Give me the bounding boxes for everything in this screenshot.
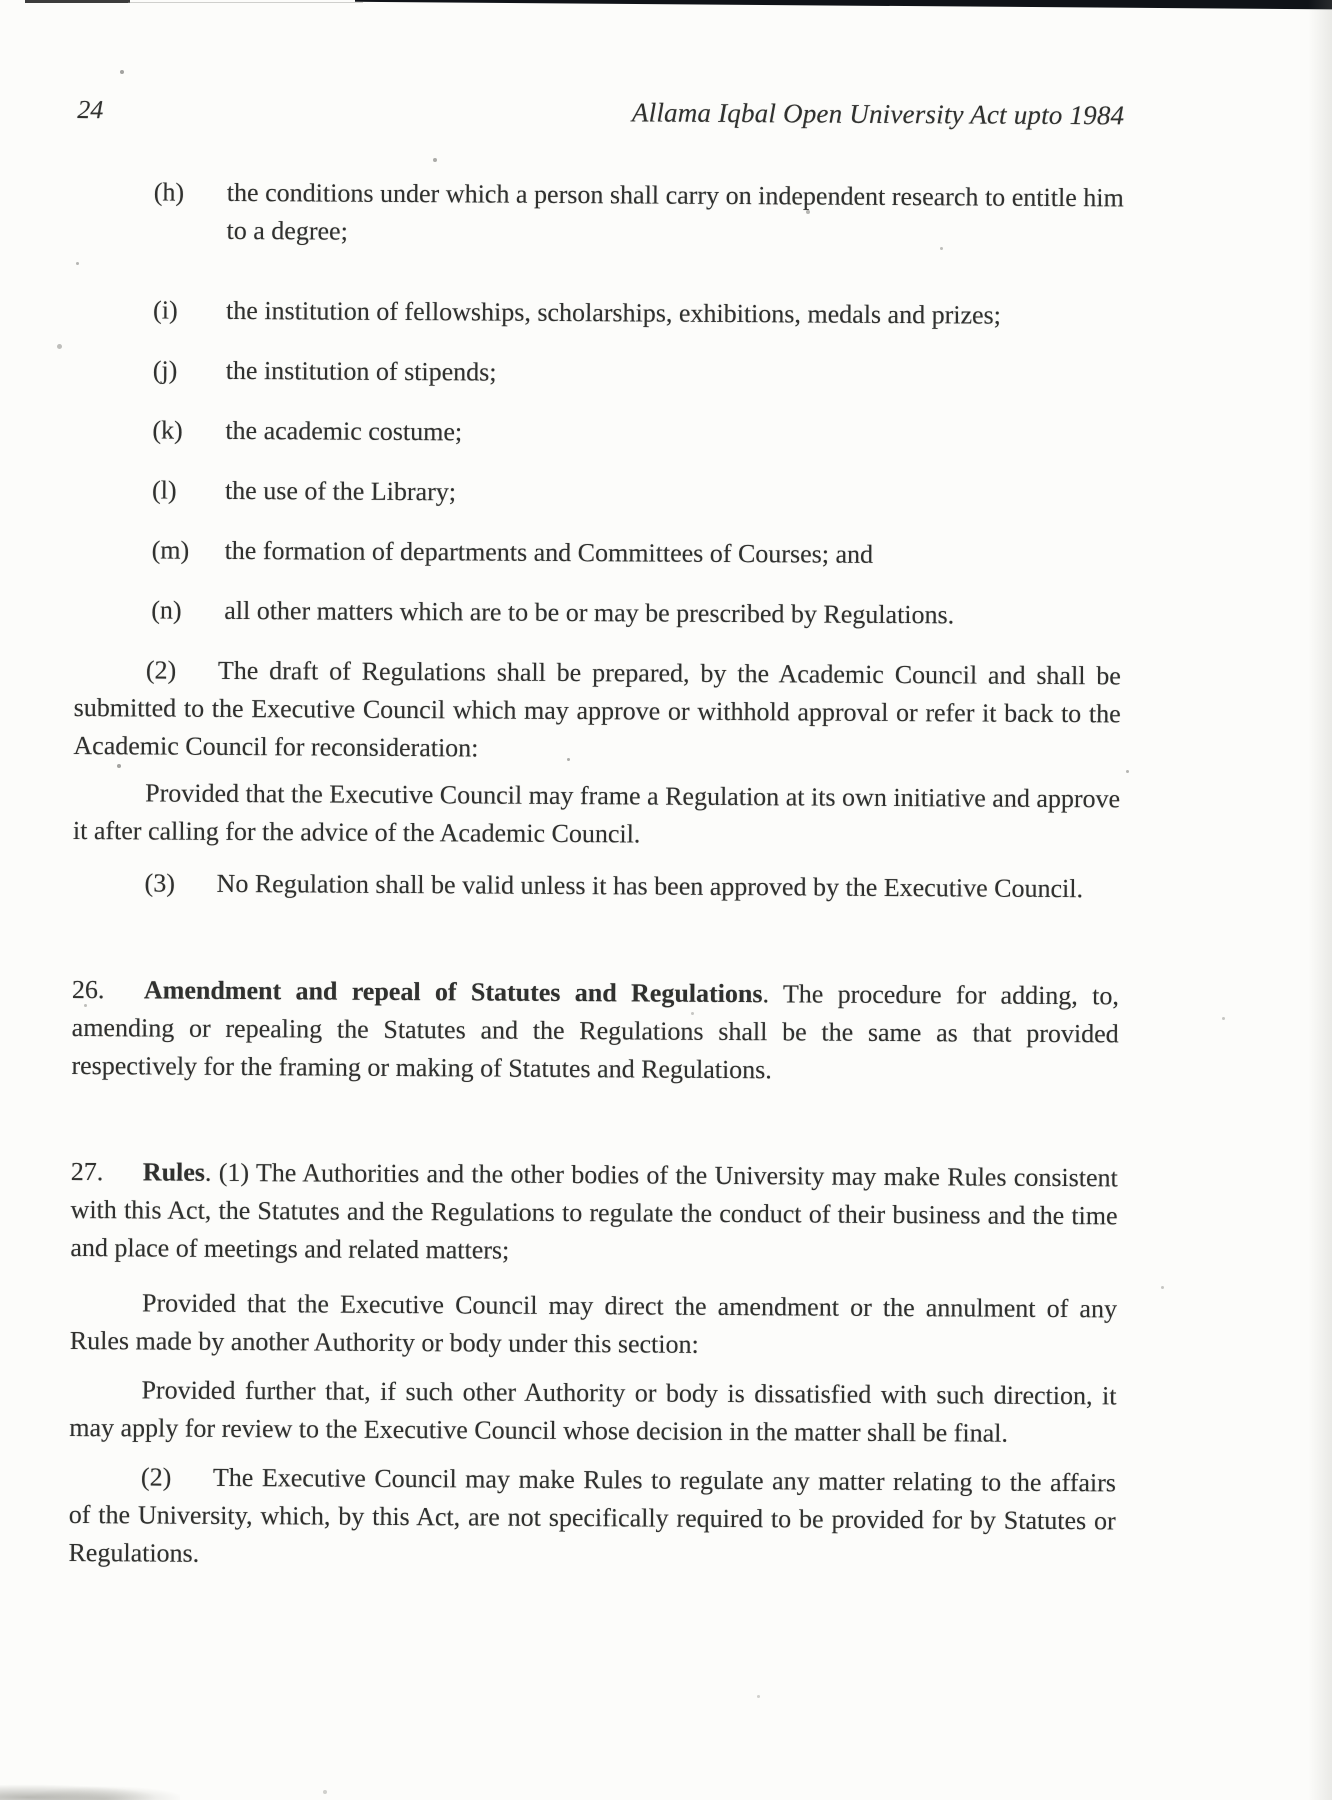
scan-speck	[1222, 1017, 1225, 1020]
section-26	[71, 971, 1119, 1091]
section-heading: Amendment and repeal of Statutes and Regulations	[143, 975, 763, 1009]
clause-l	[75, 471, 1122, 515]
clause-label: (k)	[152, 415, 183, 445]
clause-label: (n)	[151, 595, 182, 625]
clause-text: the conditions under which a person shall carry on independent research to entitle him to a degree;	[226, 177, 1124, 246]
proviso-rules-amendment	[70, 1284, 1117, 1366]
clause-label: (j)	[152, 355, 178, 385]
section-number: 27.	[70, 1156, 104, 1187]
clause-j	[76, 351, 1123, 395]
clause-text: all other matters which are to be or may be prescribed by Regulations.	[224, 595, 955, 630]
clause-text: the institution of stipends;	[225, 355, 497, 387]
scan-speck	[1126, 770, 1129, 773]
scan-speck	[323, 1790, 327, 1794]
clause-k	[75, 411, 1122, 455]
clause-text: the use of the Library;	[224, 475, 457, 507]
scan-speck	[1161, 1286, 1164, 1289]
clause-text: the academic costume;	[225, 415, 463, 447]
clause-label: (m)	[151, 535, 190, 565]
clause-i	[76, 291, 1123, 335]
clause-list	[74, 173, 1124, 635]
clause-label: (i)	[153, 295, 178, 325]
section-heading: Rules	[142, 1157, 206, 1187]
scan-speck	[57, 344, 62, 349]
section-27	[70, 1153, 1118, 1273]
scan-speck	[757, 1695, 760, 1698]
section-text: . (1) The Authorities and the other bodies of the University may make Rules consistent with this Act, the Statutes and the Regulations to regulate the conduct of their business and the time and place of meetings and related matters;	[70, 1157, 1118, 1265]
section-number: 26.	[71, 974, 105, 1005]
page-number: 24	[77, 94, 104, 125]
scan-bottom-left-smudge	[0, 1782, 180, 1800]
paragraph-text: Provided that the Executive Council may frame a Regulation at its own initiative and approve it after calling for the advice of the Academic Council.	[72, 778, 1121, 849]
proviso-regulation-initiative	[73, 774, 1120, 856]
paragraph-number: (2)	[145, 655, 177, 685]
paragraph-text: Provided further that, if such other Authority or body is dissatisfied with such direction, it may apply for review to the Executive Council whose decision in the matter shall be final.	[69, 1375, 1117, 1448]
paragraph-text: The draft of Regulations shall be prepared, by the Academic Council and shall be submitted to the Executive Council which may approve or withhold approval or refer it back to the Academic Council for reconsideration:	[73, 655, 1121, 763]
paragraph-text: Provided that the Executive Council may direct the amendment or the annulment of any Rules made by another Authority or body under this section:	[69, 1288, 1118, 1359]
paragraph-3	[72, 864, 1119, 908]
paragraph-number: (3)	[144, 868, 176, 898]
proviso-rules-review	[69, 1371, 1116, 1453]
clause-text: the formation of departments and Committees of Courses; and	[224, 535, 874, 569]
clause-text: the institution of fellowships, scholarships, exhibitions, medals and prizes;	[226, 295, 1002, 330]
page-header	[77, 90, 1124, 135]
document-content	[68, 0, 1125, 1578]
clause-label: (h)	[153, 177, 185, 207]
paragraph-2-rules	[68, 1458, 1116, 1578]
section-text: . The procedure for adding, to, amending or repealing the Statutes and the Regulations shall be the same as that provided respectively for the framing or making of Statutes and Regulations.	[71, 979, 1120, 1085]
clause-m	[75, 531, 1122, 575]
clause-n	[74, 591, 1121, 635]
paragraph-2	[73, 651, 1121, 771]
paragraph-number: (2)	[140, 1462, 172, 1492]
running-header-title: Allama Iqbal Open University Act upto 1984	[631, 97, 1125, 131]
paragraph-text: The Executive Council may make Rules to regulate any matter relating to the affairs of the University, which, by this Act, are not specifically required to be provided for by Statutes or Regulations.	[68, 1462, 1117, 1568]
scan-right-edge-shadow	[1308, 0, 1332, 1800]
paragraph-text: No Regulation shall be valid unless it has been approved by the Executive Council.	[216, 868, 1084, 904]
clause-h	[76, 173, 1123, 255]
clause-label: (l)	[151, 475, 177, 505]
